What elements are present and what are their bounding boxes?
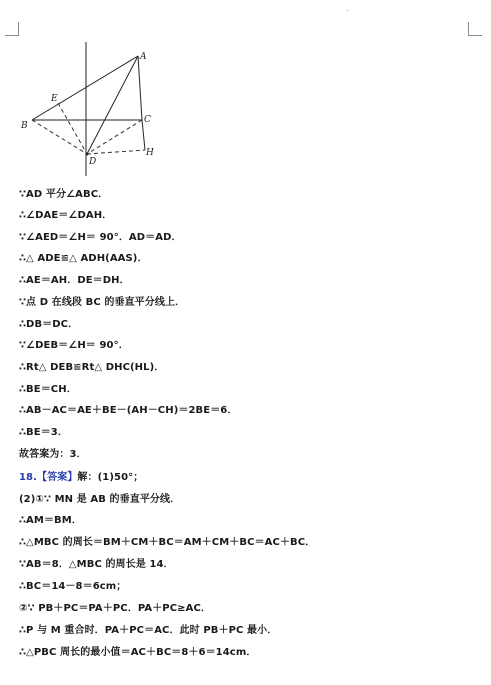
segment-ad: [87, 56, 138, 154]
segment-dh: [87, 150, 145, 154]
segment-bd: [32, 120, 87, 154]
question-number: 18.: [19, 472, 38, 483]
answer-line: ②∵ PB＋PC＝PA＋PC．PA＋PC≥AC．: [19, 603, 212, 614]
segment-ed: [58, 103, 87, 154]
page-dot: [347, 10, 348, 11]
proof-line: ∴BE＝3．: [19, 427, 68, 438]
answer-tag: 【答案】: [37, 472, 78, 483]
proof-line: 故答案为：3．: [19, 449, 87, 460]
point-d: [86, 153, 89, 156]
proof-line: ∵∠AED＝∠H＝ 90°．AD＝AD．: [19, 232, 182, 243]
answer-18-heading: [19, 470, 143, 485]
proof-line: ∴Rt△ DEB≌Rt△ DHC(HL)．: [19, 362, 165, 373]
answer-line: (2)①∵ MN 是 AB 的垂直平分线．: [19, 494, 181, 505]
geometry-figure: [18, 40, 168, 178]
proof-line: ∵AD 平分∠ABC．: [19, 189, 109, 200]
label-d: D: [89, 157, 97, 167]
crop-mark-top-right: [468, 22, 482, 36]
segment-cd: [87, 120, 142, 154]
label-h: H: [146, 148, 154, 158]
answer-line: ∴BC＝14－8＝6cm；: [19, 581, 127, 592]
answer-part-1: 解：(1)50°；: [77, 472, 144, 483]
label-a: A: [140, 52, 147, 62]
crop-mark-top-left: [5, 22, 19, 36]
segment-ba: [32, 56, 138, 120]
segment-ac: [138, 56, 142, 120]
proof-line: ∴△ ADE≌△ ADH(AAS)．: [19, 253, 148, 264]
proof-line: ∴∠DAE＝∠DAH．: [19, 210, 113, 221]
label-b: B: [21, 121, 28, 131]
answer-line: ∴AM＝BM．: [19, 515, 82, 526]
proof-line: ∵∠DEB＝∠H＝ 90°．: [19, 340, 129, 351]
proof-line: ∴BE＝CH．: [19, 384, 77, 395]
answer-line: ∴△MBC 的周长＝BM＋CM＋BC＝AM＋CM＋BC＝AC＋BC．: [19, 537, 316, 548]
label-c: C: [144, 115, 151, 125]
proof-line: ∴AB－AC＝AE＋BE－(AH－CH)＝2BE＝6．: [19, 405, 238, 416]
answer-line: ∴P 与 M 重合时．PA＋PC＝AC．此时 PB＋PC 最小．: [19, 625, 278, 636]
proof-line: ∵点 D 在线段 BC 的垂直平分线上．: [19, 297, 186, 308]
answer-line: ∵AB＝8．△MBC 的周长是 14．: [19, 559, 174, 570]
label-e: E: [51, 94, 58, 104]
proof-line: ∴DB＝DC．: [19, 319, 79, 330]
answer-line: ∴△PBC 周长的最小值＝AC＋BC＝8＋6＝14cm．: [19, 647, 257, 658]
proof-line: ∴AE＝AH．DE＝DH．: [19, 275, 130, 286]
